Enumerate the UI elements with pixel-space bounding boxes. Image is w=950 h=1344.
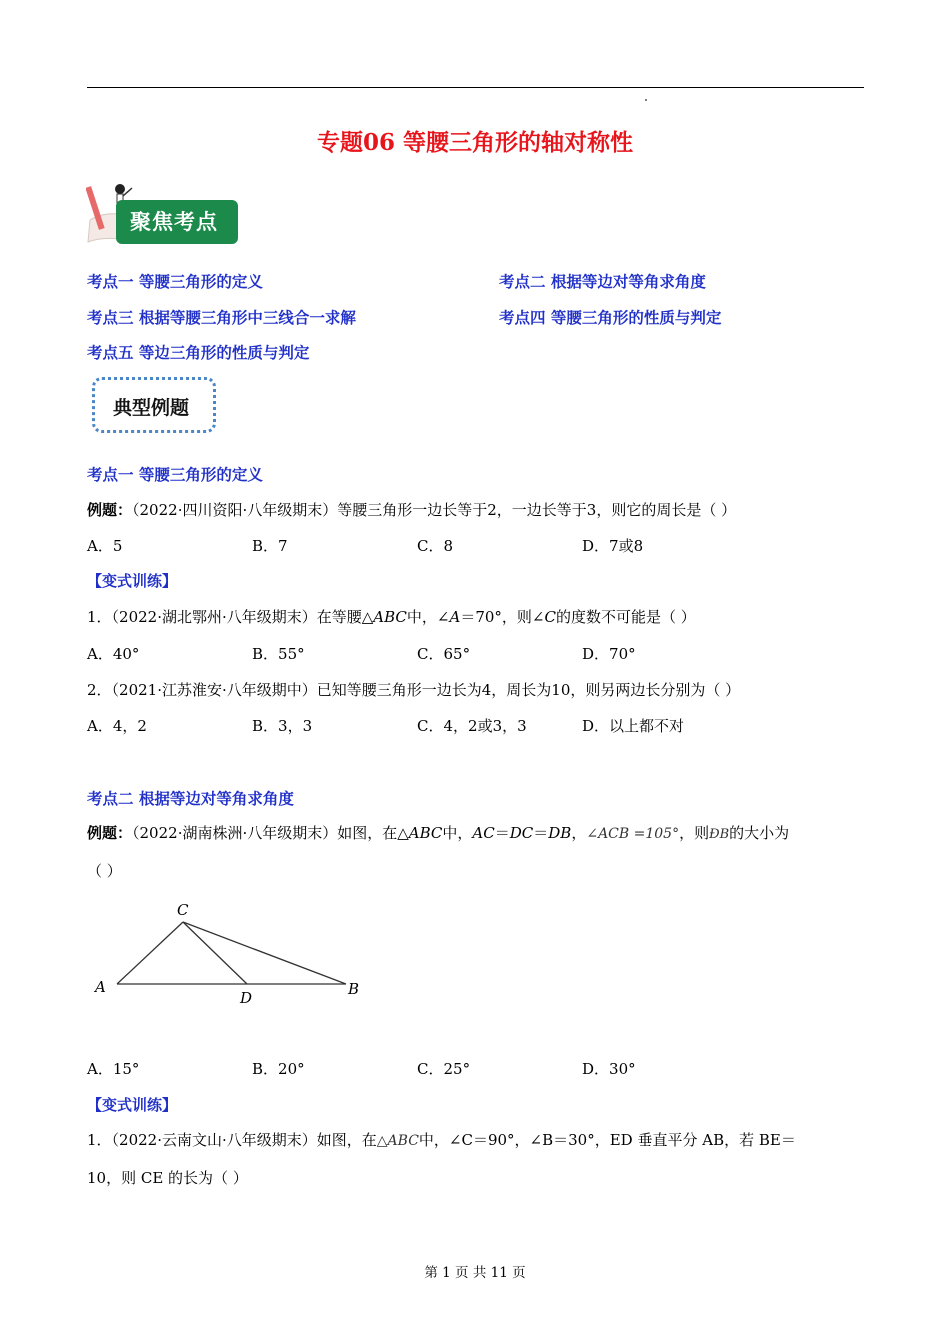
label-d: D: [240, 989, 253, 1007]
q1-option-b: B．55°: [252, 645, 305, 663]
kaodian-item-2: 考点二 根据等边对等角求角度: [499, 273, 706, 291]
label-a: A: [95, 978, 106, 996]
example-text: （2022·四川资阳·八年级期末）等腰三角形一边长等于2，一边长等于3，则它的周长是（ ）: [132, 501, 737, 519]
s2-option-b: B．20°: [252, 1060, 305, 1078]
example-label: 例题：: [87, 501, 133, 519]
header-dot: [645, 99, 647, 101]
page-footer: 第 1 页 共 11 页: [424, 1265, 526, 1281]
q1-option-d: D．70°: [582, 645, 636, 663]
q2-option-a: A．4，2: [87, 717, 147, 735]
focus-banner: [86, 180, 246, 246]
question-2: 2．（2021·江苏淮安·八年级期中）已知等腰三角形一边长为4，周长为10，则另两边长分别为（ ）: [87, 681, 741, 699]
angle-b: ÐB: [709, 827, 730, 842]
section2-example-paren: （ ）: [87, 862, 122, 880]
kaodian-item-4: 考点四 等腰三角形的性质与判定: [499, 309, 722, 327]
section1-heading: 考点一 等腰三角形的定义: [87, 466, 263, 484]
s2-question-1-line2: 10，则 CE 的长为（ ）: [87, 1169, 248, 1187]
s2-option-d: D．30°: [582, 1060, 636, 1078]
s2-option-a: A．15°: [87, 1060, 140, 1078]
section1-example: [87, 499, 736, 520]
label-c: C: [177, 901, 189, 919]
triangle-figure: [90, 896, 370, 1011]
option-d: D．7或8: [582, 537, 644, 555]
q2-option-c: C．4，2或3，3: [417, 717, 527, 735]
q1-option-c: C．65°: [417, 645, 471, 663]
variant-training-label: 【变式训练】: [87, 572, 178, 590]
option-b: B．7: [252, 537, 288, 555]
q2-option-b: B．3，3: [252, 717, 313, 735]
label-b: B: [348, 980, 360, 998]
variant-training-label-2: 【变式训练】: [87, 1096, 178, 1114]
option-a: A．5: [87, 537, 123, 555]
section2-heading: 考点二 根据等边对等角求角度: [87, 790, 294, 808]
header-rule: [87, 87, 864, 88]
section2-example: 例题：（2022·湖南株洲·八年级期末）如图，在△ABC中，AC＝DC＝DB，∠ACB =105°，则ÐB的大小为: [87, 824, 790, 842]
page-title: 专题06 等腰三角形的轴对称性: [316, 129, 633, 156]
kaodian-item-3: 考点三 根据等腰三角形中三线合一求解: [87, 309, 356, 327]
kaodian-item-1: 考点一 等腰三角形的定义: [87, 273, 263, 291]
kaodian-item-5: 考点五 等边三角形的性质与判定: [87, 344, 310, 362]
q2-option-d: D．以上都不对: [582, 717, 685, 735]
option-c: C．8: [417, 537, 454, 555]
s2-option-c: C．25°: [417, 1060, 471, 1078]
s2-question-1-line1: 1．（2022·云南文山·八年级期末）如图，在△ABC中，∠C＝90°，∠B＝30°，ED 垂直平分 AB，若 BE＝: [87, 1131, 796, 1149]
question-1: 1．（2022·湖北鄂州·八年级期末）在等腰△ABC中，∠A＝70°，则∠C的度数不可能是（ ）: [87, 608, 696, 626]
typical-examples-box: [92, 377, 216, 433]
angle-acb: ∠ACB =105°: [586, 826, 680, 842]
focus-banner-text: 聚焦考点: [130, 210, 218, 234]
q1-option-a: A．40°: [87, 645, 140, 663]
typical-examples-label: 典型例题: [113, 397, 190, 419]
